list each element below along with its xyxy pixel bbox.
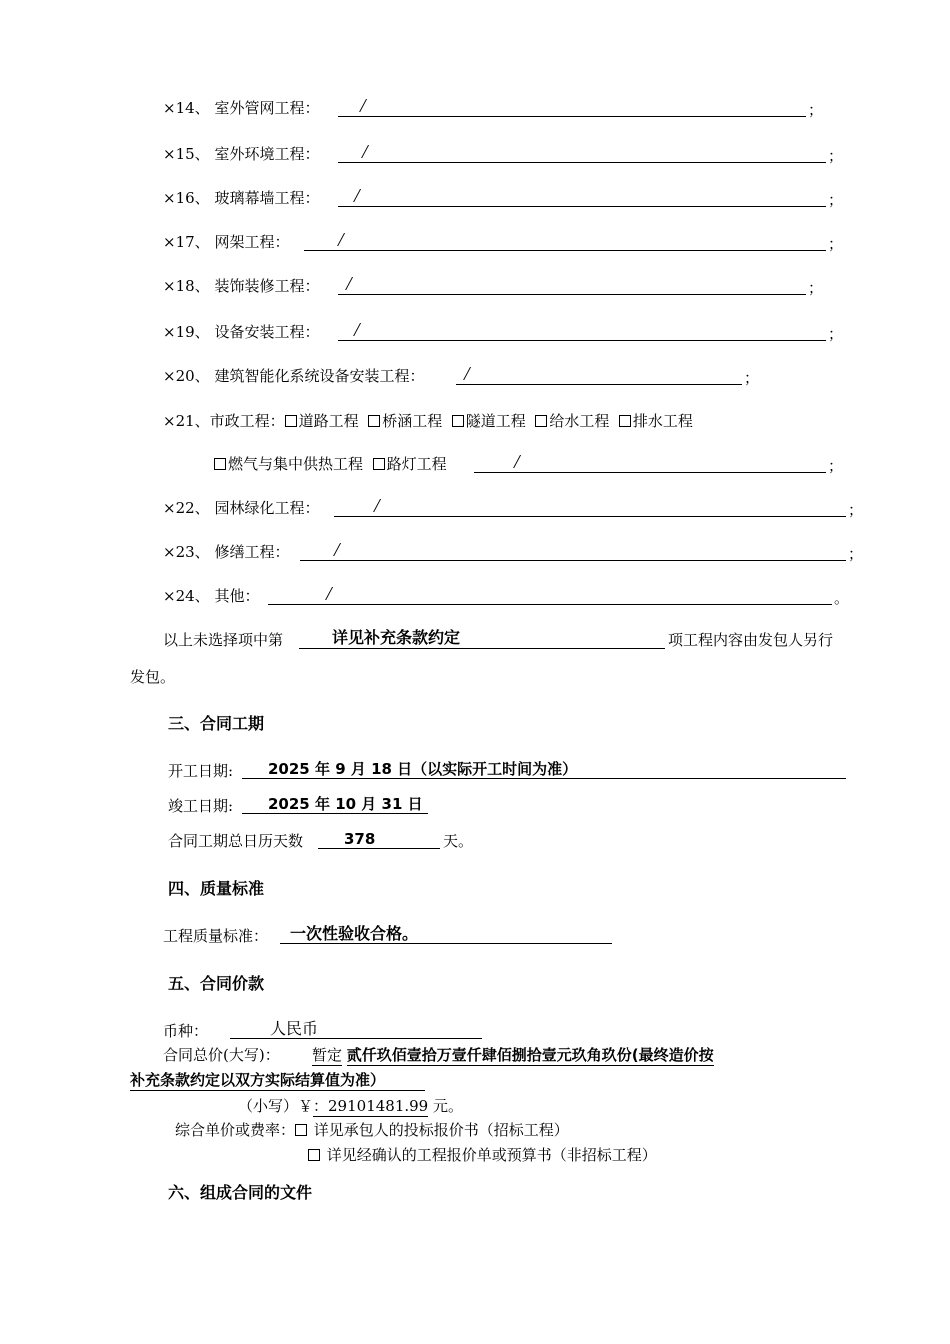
currency-value: 人民币	[270, 1019, 319, 1038]
item-17-end: ；	[828, 235, 844, 253]
item-21-row1: ×21、市政工程： 道路工程 桥涵工程 隧道工程 给水工程 排水工程	[163, 412, 693, 430]
checkbox-tunnel[interactable]	[452, 415, 464, 427]
checkbox-gas-heating[interactable]	[214, 458, 226, 470]
end-date-label: 竣工日期:	[168, 797, 234, 815]
unselected-prefix: 以上未选择项中第	[163, 631, 284, 649]
item-14-end: ；	[808, 101, 824, 119]
item-23-value: /	[334, 539, 340, 561]
item-18-field[interactable]	[338, 273, 806, 295]
item-24-field[interactable]	[268, 583, 832, 605]
start-date-value: 2025 年 9 月 18 日（以实际开工时间为准）	[268, 760, 578, 778]
unselected-suffix: 项工程内容由发包人另行	[668, 631, 834, 649]
currency-label: 币种：	[163, 1022, 209, 1040]
small-amount-value: ：29101481.99	[313, 1097, 429, 1115]
item-16-label: ×16、 玻璃幕墙工程：	[163, 189, 320, 207]
item-20-field[interactable]	[456, 363, 742, 385]
item-15-label: ×15、 室外环境工程：	[163, 145, 320, 163]
item-15-end: ；	[828, 147, 844, 165]
item-20-value: /	[464, 363, 470, 385]
checkbox-rate-budget[interactable]	[308, 1149, 320, 1161]
item-14-label: ×14、 室外管网工程：	[163, 99, 320, 117]
rate-row-1	[175, 1120, 569, 1140]
item-24-end: 。	[834, 589, 850, 607]
item-20-end: ；	[744, 369, 760, 387]
quality-value: 一次性验收合格。	[290, 924, 419, 943]
item-16-value: /	[354, 185, 360, 207]
item-19-label: ×19、 设备安装工程：	[163, 323, 320, 341]
item-18-end: ；	[808, 279, 824, 297]
item-15-value: /	[362, 141, 368, 163]
item-22-end: ；	[848, 501, 864, 519]
item-22-value: /	[374, 495, 380, 517]
checkbox-rate-bid[interactable]	[295, 1124, 307, 1136]
total-days-unit: 天。	[443, 832, 474, 850]
total-price-value-1: 贰仟玖佰壹拾万壹仟肆佰捌拾壹元玖角玖份(最终造价按	[346, 1046, 714, 1064]
checkbox-bridge[interactable]	[368, 415, 380, 427]
item-19-field[interactable]	[338, 319, 826, 341]
unselected-line2: 发包。	[130, 668, 176, 686]
item-24-value: /	[326, 583, 332, 605]
item-15-field[interactable]	[338, 141, 826, 163]
rate-label: 综合单价或费率：	[175, 1121, 296, 1139]
small-amount-label: （小写）￥	[238, 1097, 314, 1115]
item-23-field[interactable]	[300, 539, 846, 561]
item-22-label: ×22、 园林绿化工程：	[163, 499, 320, 517]
item-17-value: /	[338, 229, 344, 251]
total-price-line2	[130, 1070, 425, 1090]
item-23-label: ×23、 修缮工程：	[163, 543, 290, 561]
total-days-field[interactable]	[318, 830, 440, 849]
checkbox-drainage[interactable]	[619, 415, 631, 427]
item-20-label: ×20、 建筑智能化系统设备安装工程：	[163, 367, 425, 385]
unselected-value: 详见补充条款约定	[332, 628, 461, 647]
section-4-title: 四、质量标准	[168, 879, 265, 898]
checkbox-road[interactable]	[285, 415, 297, 427]
item-19-end: ；	[828, 325, 844, 343]
currency-field[interactable]	[230, 1020, 482, 1039]
small-amount	[238, 1096, 463, 1116]
checkbox-water-supply[interactable]	[535, 415, 547, 427]
start-date-label: 开工日期:	[168, 762, 234, 780]
item-19-value: /	[354, 319, 360, 341]
total-price-prefix: 暂定	[312, 1046, 343, 1064]
item-21-end: ；	[828, 457, 844, 475]
checkbox-street-light[interactable]	[373, 458, 385, 470]
item-18-value: /	[346, 273, 352, 295]
item-17-field[interactable]	[304, 229, 826, 251]
item-14-value: /	[360, 95, 366, 117]
total-days-value: 378	[344, 830, 376, 848]
item-17-label: ×17、 网架工程：	[163, 233, 290, 251]
rate-option-1: 详见承包人的投标报价书（招标工程）	[313, 1121, 569, 1139]
section-5-title: 五、合同价款	[168, 974, 265, 993]
item-22-field[interactable]	[334, 495, 846, 517]
item-18-label: ×18、 装饰装修工程：	[163, 277, 320, 295]
total-price-label: 合同总价(大写)：	[163, 1046, 280, 1064]
total-price-line1	[312, 1045, 714, 1065]
total-days-label: 合同工期总日历天数	[168, 832, 304, 850]
small-amount-unit: 元。	[433, 1097, 464, 1115]
total-price-value-2: 补充条款约定以双方实际结算值为准）	[130, 1071, 425, 1091]
item-24-label: ×24、 其他：	[163, 587, 260, 605]
rate-row-2	[308, 1145, 657, 1165]
item-21-row2: 燃气与集中供热工程 路灯工程	[214, 454, 447, 474]
item-16-field[interactable]	[338, 185, 826, 207]
section-6-title: 六、组成合同的文件	[168, 1183, 313, 1202]
item-21-field[interactable]	[474, 451, 826, 473]
item-21-value: /	[514, 451, 520, 473]
item-23-end: ；	[848, 545, 864, 563]
section-3-title: 三、合同工期	[168, 714, 265, 733]
rate-option-2: 详见经确认的工程报价单或预算书（非招标工程）	[326, 1146, 657, 1164]
quality-label: 工程质量标准：	[163, 927, 269, 945]
end-date-value: 2025 年 10 月 31 日	[268, 795, 423, 813]
item-16-end: ；	[828, 191, 844, 209]
item-14-field[interactable]	[338, 95, 806, 117]
